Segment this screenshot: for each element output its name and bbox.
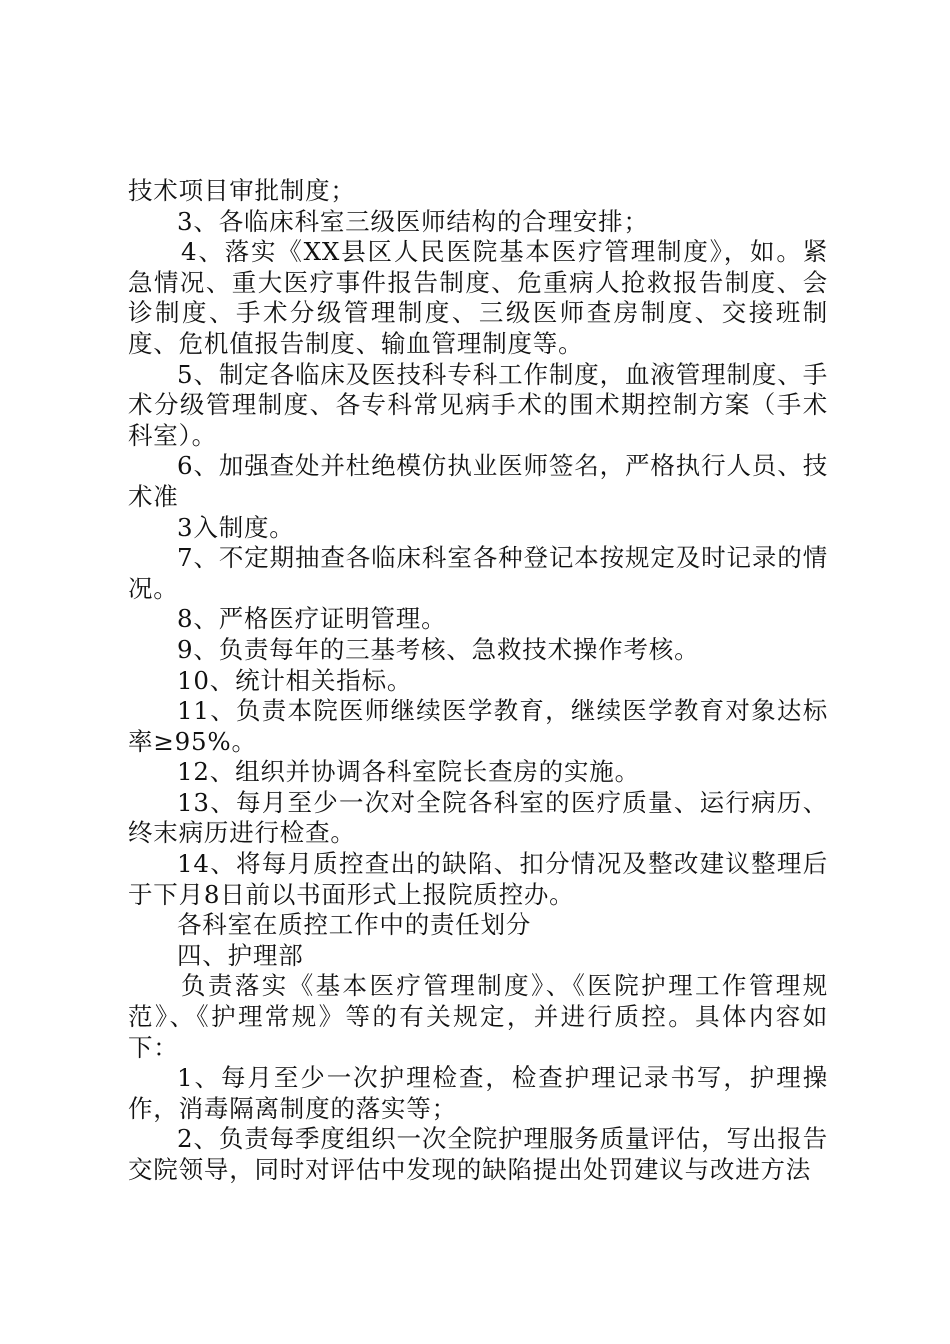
paragraph: 4、落实《XX县区人民医院基本医疗管理制度》，如。紧急情况、重大医疗事件报告制度、危重病人抢救报告制度、会诊制度、手术分级管理制度、三级医师查房制度、交接班制度、危机值报告制度、输血管理制度等。 (128, 237, 828, 358)
paragraph: 2、负责每季度组织一次全院护理服务质量评估，写出报告交院领导，同时对评估中发现的缺陷提出处罚建议与改进方法 (128, 1124, 828, 1184)
paragraph: 3入制度。 (177, 512, 295, 542)
paragraph: 12、组织并协调各科室院长查房的实施。 (177, 757, 640, 787)
paragraph: 技术项目审批制度； (128, 176, 356, 205)
paragraph: 10、统计相关指标。 (177, 665, 413, 695)
paragraph: 负责落实《基本医疗管理制度》、《医院护理工作管理规范》、《护理常规》等的有关规定，并进行质控。具体内容如下： (128, 971, 828, 1062)
paragraph: 13、每月至少一次对全院各科室的医疗质量、运行病历、终末病历进行检查。 (128, 787, 828, 848)
paragraph: 7、不定期抽查各临床科室各种登记本按规定及时记录的情况。 (128, 543, 828, 603)
paragraph: 1、每月至少一次护理检查，检查护理记录书写，护理操作，消毒隔离制度的落实等； (128, 1063, 828, 1123)
paragraph: 6、加强查处并杜绝模仿执业医师签名，严格执行人员、技术准 (128, 451, 828, 511)
paragraph: 8、严格医疗证明管理。 (177, 604, 447, 634)
paragraph: 5、制定各临床及医技科专科工作制度，血液管理制度、手术分级管理制度、各专科常见病手术的围术期控制方案（手术科室）。 (128, 359, 828, 450)
paragraph: 3、各临床科室三级医师结构的合理安排； (177, 206, 649, 236)
document-body (128, 176, 828, 1186)
paragraph: 9、负责每年的三基考核、急救技术操作考核。 (177, 634, 700, 664)
section-subheading: 各科室在质控工作中的责任划分 (177, 910, 532, 940)
paragraph: 11、负责本院医师继续医学教育，继续医学教育对象达标率≥95%。 (128, 696, 828, 756)
paragraph: 14、将每月质控查出的缺陷、扣分情况及整改建议整理后于下月8日前以书面形式上报院质控办。 (128, 849, 828, 909)
section-heading: 四、护理部 (177, 940, 304, 970)
